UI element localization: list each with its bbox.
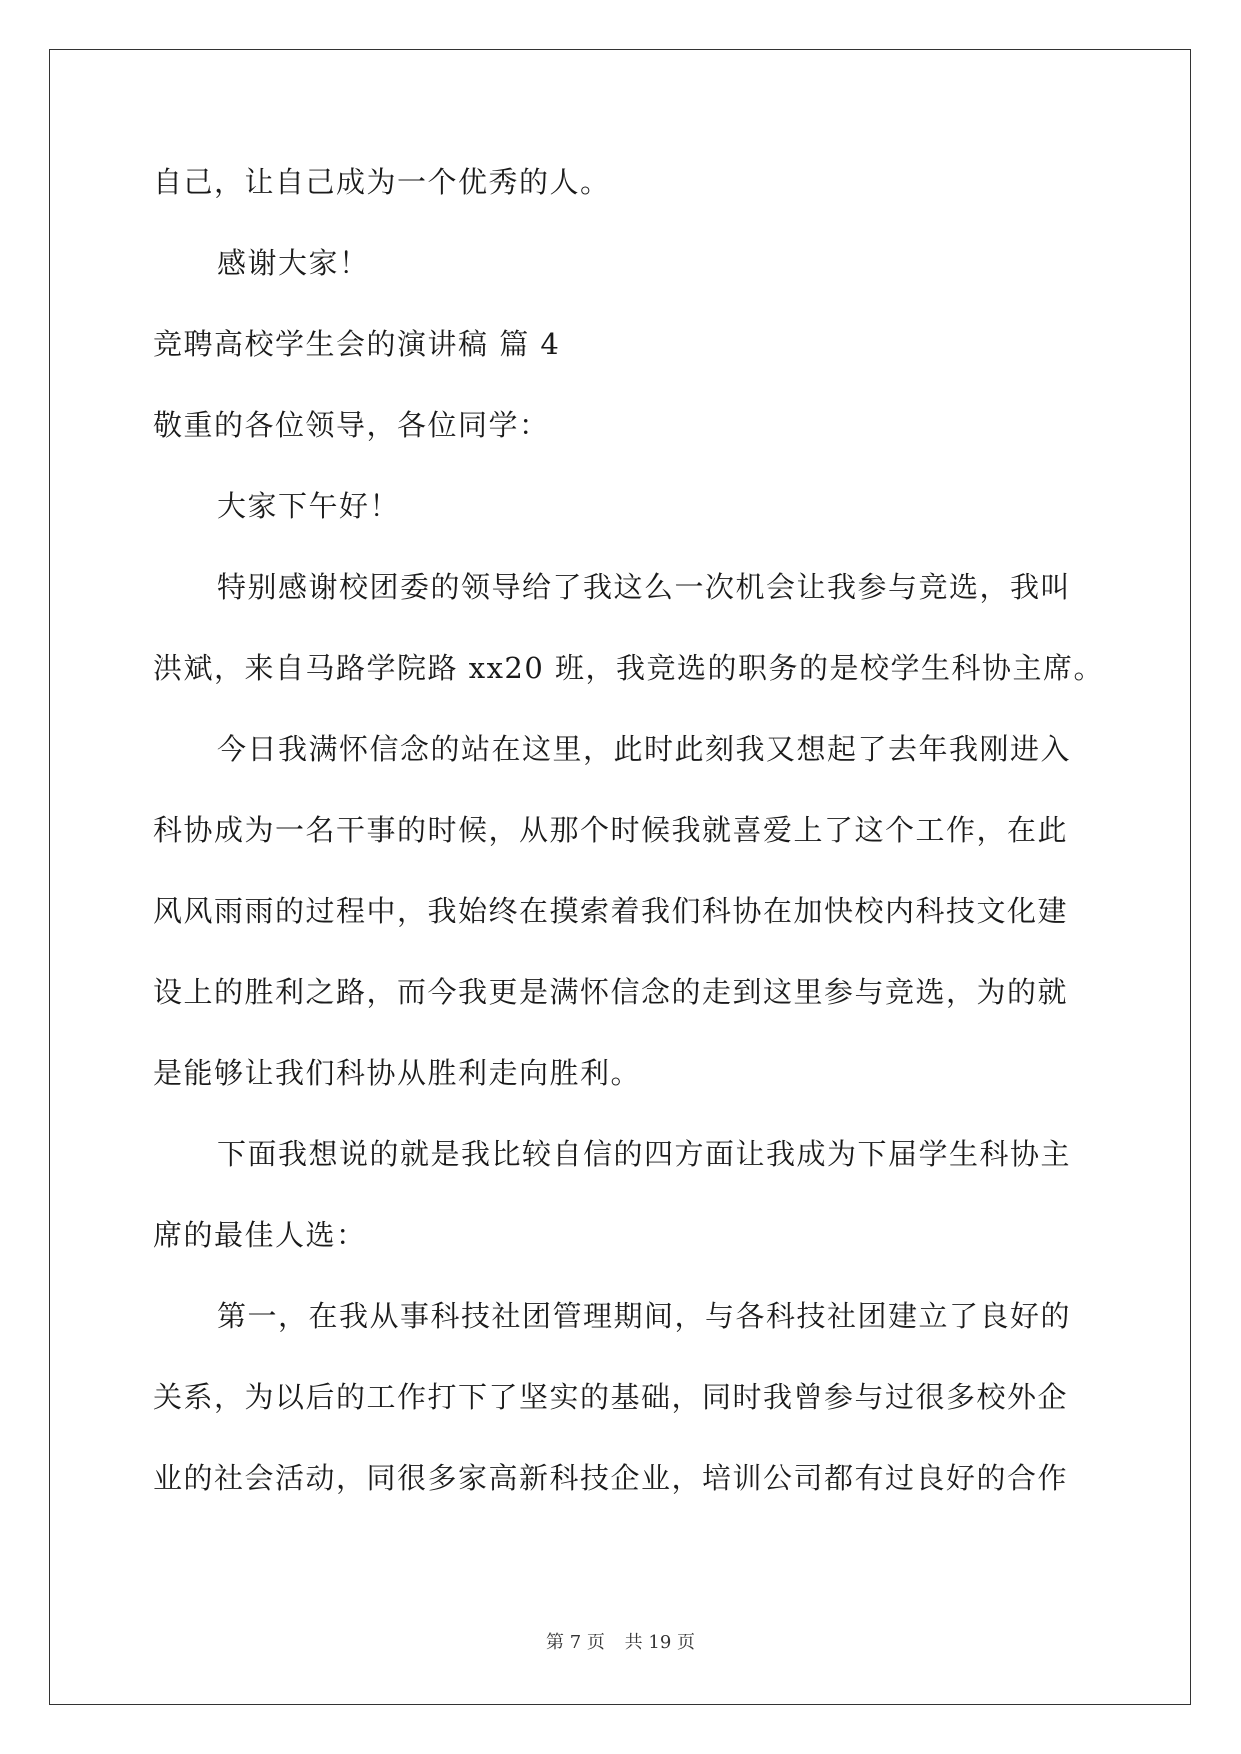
page-footer — [0, 1628, 1241, 1654]
salutation: 敬重的各位领导，各位同学： — [153, 408, 550, 442]
total-pages: 共 19 页 — [624, 1632, 695, 1653]
section-heading: 竞聘高校学生会的演讲稿 篇 4 — [153, 327, 561, 361]
text-line: 大家下午好！ — [217, 489, 401, 523]
text-line: 下面我想说的就是我比较自信的四方面让我成为下届学生科协主 — [217, 1137, 1072, 1171]
text-line: 席的最佳人选： — [153, 1218, 367, 1252]
text-line: 业的社会活动，同很多家高新科技企业，培训公司都有过良好的合作 — [153, 1461, 1069, 1495]
text-line: 第一，在我从事科技社团管理期间，与各科技社团建立了良好的 — [217, 1299, 1072, 1333]
text-line: 关系，为以后的工作打下了坚实的基础，同时我曾参与过很多校外企 — [153, 1380, 1069, 1414]
text-line: 是能够让我们科协从胜利走向胜利。 — [153, 1056, 642, 1090]
text-line: 感谢大家！ — [217, 246, 370, 280]
text-line: 科协成为一名干事的时候，从那个时候我就喜爱上了这个工作，在此 — [153, 813, 1069, 847]
text-line: 自己，让自己成为一个优秀的人。 — [153, 165, 611, 199]
page-number: 第 7 页 — [546, 1632, 605, 1653]
text-line: 洪斌，来自马路学院路 xx20 班，我竞选的职务的是校学生科协主席。 — [153, 651, 1105, 685]
document-body — [153, 165, 1105, 1542]
text-line: 设上的胜利之路，而今我更是满怀信念的走到这里参与竞选，为的就 — [153, 975, 1069, 1009]
text-line: 风风雨雨的过程中，我始终在摸索着我们科协在加快校内科技文化建 — [153, 894, 1069, 928]
text-line: 特别感谢校团委的领导给了我这么一次机会让我参与竞选，我叫 — [217, 570, 1072, 604]
text-line: 今日我满怀信念的站在这里，此时此刻我又想起了去年我刚进入 — [217, 732, 1072, 766]
